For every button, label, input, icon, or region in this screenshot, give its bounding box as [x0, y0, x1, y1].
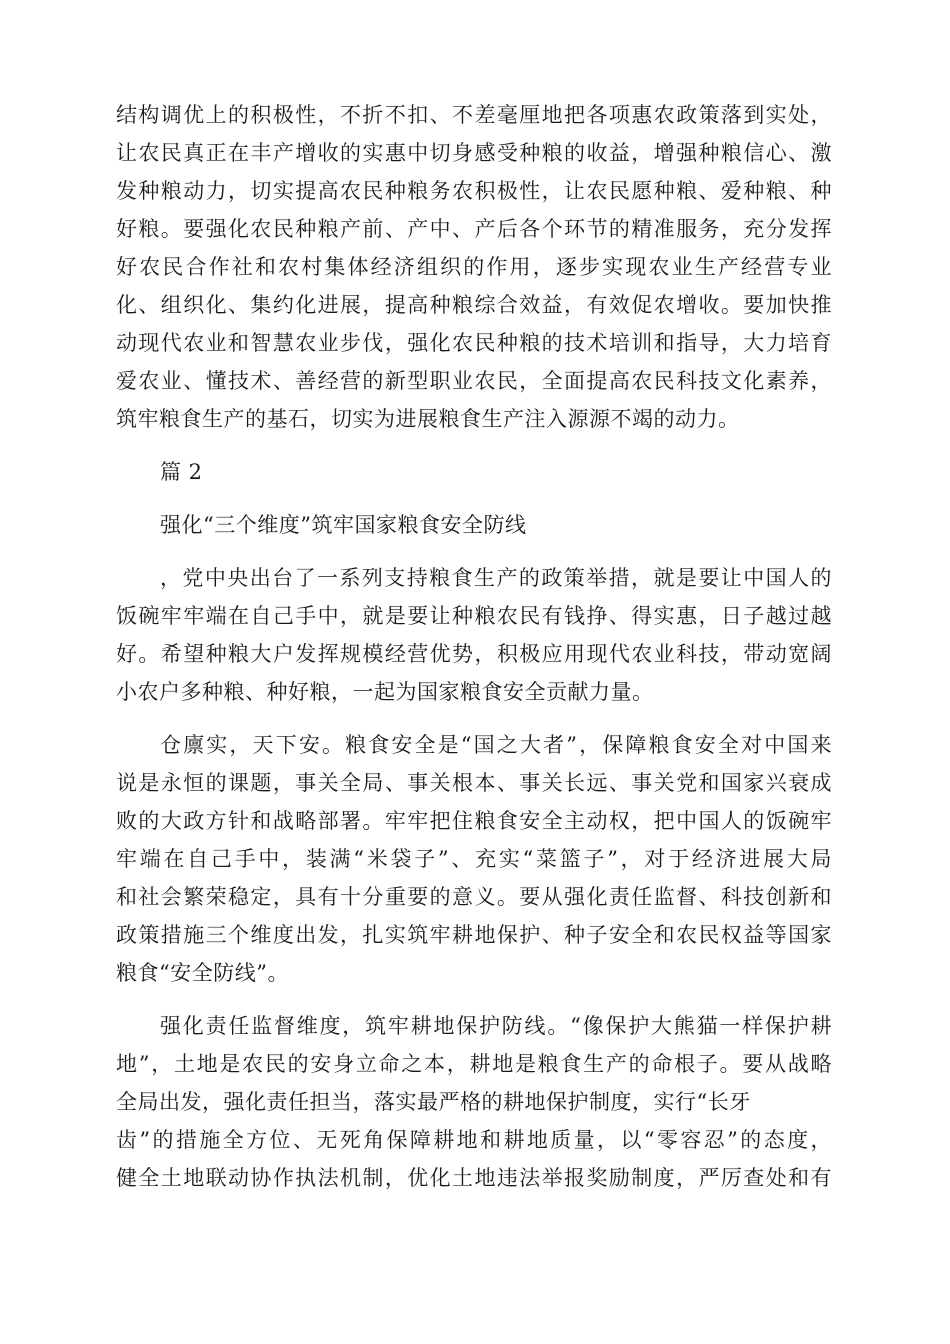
text-line: 牢端在自己手中，装满“米袋子”、充实“菜篮子”，对于经济进展大局 — [116, 847, 832, 871]
paragraph-2 — [116, 559, 832, 711]
paragraph-3 — [116, 726, 832, 992]
text-line: 好农民合作社和农村集体经济组织的作用，逐步实现农业生产经营专业 — [116, 255, 832, 279]
text-line: 仓廪实，天下安。粮食安全是“国之大者”，保障粮食安全对中国来 — [160, 733, 832, 757]
text-line: 政策措施三个维度出发，扎实筑牢耕地保护、种子安全和农民权益等国家 — [116, 923, 832, 947]
text-line: 粮食“安全防线”。 — [116, 961, 289, 985]
paragraph-1 — [116, 96, 832, 438]
text-line: 饭碗牢牢端在自己手中，就是要让种粮农民有钱挣、得实惠，日子越过越 — [116, 604, 832, 628]
text-line: 筑牢粮食生产的基石，切实为进展粮食生产注入源源不竭的动力。 — [116, 407, 740, 431]
text-line: 结构调优上的积极性，不折不扣、不差毫厘地把各项惠农政策落到实处， — [116, 103, 832, 127]
text-line: 动现代农业和智慧农业步伐，强化农民种粮的技术培训和指导，大力培育 — [116, 331, 832, 355]
text-line: 好。希望种粮大户发挥规模经营优势，积极应用现代农业科技，带动宽阔 — [116, 642, 832, 666]
text-line: ，党中央出台了一系列支持粮食生产的政策举措，就是要让中国人的 — [160, 566, 832, 590]
text-line: 全局出发，强化责任担当，落实最严格的耕地保护制度，实行“长牙 — [116, 1090, 751, 1114]
article-title: 强化“三个维度”筑牢国家粮食安全防线 — [160, 513, 527, 537]
text-line: 强化责任监督维度，筑牢耕地保护防线。“像保护大熊猫一样保护耕 — [160, 1014, 832, 1038]
text-line: 发种粮动力，切实提高农民种粮务农积极性，让农民愿种粮、爱种粮、种 — [116, 179, 832, 203]
text-line: 齿”的措施全方位、无死角保障耕地和耕地质量，以“零容忍”的态度， — [116, 1128, 832, 1152]
text-line: 地”，土地是农民的安身立命之本，耕地是粮食生产的命根子。要从战略 — [116, 1052, 832, 1076]
section-label: 篇 2 — [160, 460, 203, 484]
text-line: 化、组织化、集约化进展，提高种粮综合效益，有效促农增收。要加快推 — [116, 293, 832, 317]
document-body — [116, 96, 832, 1212]
text-line: 败的大政方针和战略部署。牢牢把住粮食安全主动权，把中国人的饭碗牢 — [116, 809, 832, 833]
text-line: 小农户多种粮、种好粮，一起为国家粮食安全贡献力量。 — [116, 680, 654, 704]
text-line: 健全土地联动协作执法机制，优化土地违法举报奖励制度，严厉查处和有 — [116, 1166, 832, 1190]
text-line: 爱农业、懂技术、善经营的新型职业农民，全面提高农民科技文化素养， — [116, 369, 832, 393]
text-line: 和社会繁荣稳定，具有十分重要的意义。要从强化责任监督、科技创新和 — [116, 885, 832, 909]
text-line: 让农民真正在丰产增收的实惠中切身感受种粮的收益，增强种粮信心、激 — [116, 141, 832, 165]
paragraph-4 — [116, 1007, 832, 1197]
text-line: 说是永恒的课题，事关全局、事关根本、事关长远、事关党和国家兴衰成 — [116, 771, 832, 795]
text-line: 好粮。要强化农民种粮产前、产中、产后各个环节的精准服务，充分发挥 — [116, 217, 832, 241]
